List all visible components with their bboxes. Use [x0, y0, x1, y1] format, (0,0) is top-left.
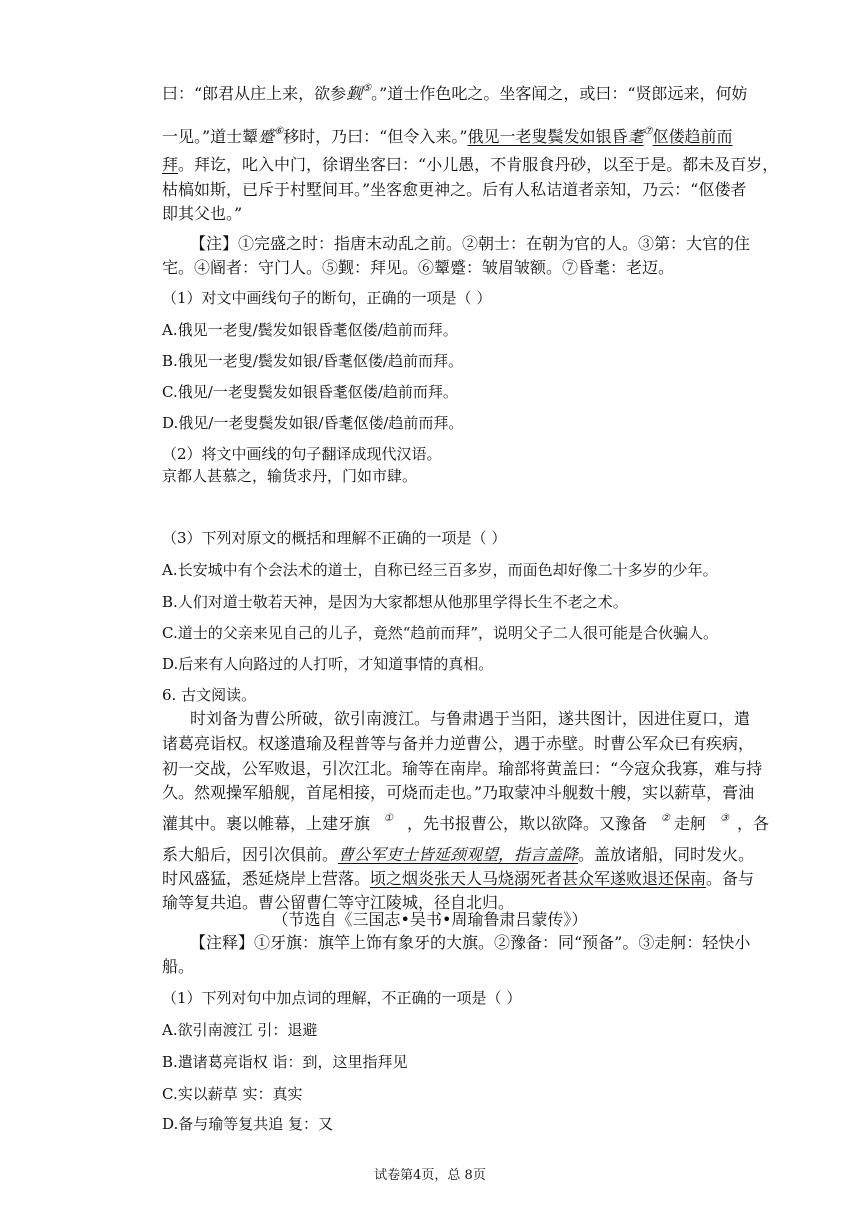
passage-line: 诸葛亮诣权。权遂遣瑜及程普等与备并力逆曹公，遇于赤壁。时曹公军众已有疾病，: [162, 734, 755, 753]
option-b: B.遣诸葛亮诣权 诣：到，这里指拜见: [162, 1053, 408, 1071]
passage-line: 初一交战，公军败退，引次江北。瑜等在南岸。瑜部将黄盖曰：“今寇众我寡，难与持: [162, 759, 763, 778]
text-run: ，各: [736, 814, 769, 833]
source-citation: （节选自《三国志•吴书•周瑜鲁肃吕蒙传》）: [272, 910, 588, 929]
option-c: C.实以薪草 实：真实: [162, 1085, 303, 1103]
option-a: A.俄见一老叟/鬓发如银昏耄伛偻/趋前而拜。: [162, 321, 458, 339]
text-run: 。拜讫，叱入中门，徐谓坐客曰：“小儿愚，不肯服食丹砂，以至于是。都未及百岁，: [178, 155, 779, 174]
annotation-note: 船。: [162, 957, 195, 976]
text-run: 走舸: [673, 814, 706, 833]
section-heading: 6. 古文阅读。: [162, 686, 257, 704]
underlined-sentence: 伛偻趋前而: [652, 127, 733, 146]
passage-line: 瑜等复共追。曹公留曹仁等守江陵城，径自北归。: [162, 893, 515, 912]
passage-line-1: [162, 84, 748, 104]
text-run: 移时，乃曰：“但令入来。”: [283, 127, 468, 146]
text-run: 系大船后，因引次俱前。: [162, 845, 339, 864]
passage-line: [162, 814, 769, 834]
option-b: B.俄见一老叟/鬓发如银/昏耄伛偻/趋前而拜。: [162, 352, 463, 370]
annotation-note: 宅。④阍者：守门人。⑤觐：拜见。⑥颦蹙：皱眉皱额。⑦昏耄：老迈。: [162, 258, 675, 277]
option-a: A.欲引南渡江 引：退避: [162, 1021, 318, 1039]
option-b: B.人们对道士敬若天神，是因为大家都想从他那里学得长生不老之术。: [162, 593, 628, 611]
text-run: 灌其中。裹以帷幕，上建牙旗: [162, 814, 371, 833]
translation-sentence: 京都人甚慕之，输货求丹，门如市肆。: [162, 467, 418, 485]
underlined-sentence: 耄: [627, 127, 644, 146]
text-run: 。盖放诸船，同时发火。: [578, 845, 755, 864]
annotation-note: 【注】①完盛之时：指唐末动乱之前。②朝士：在朝为官的人。③第：大官的住: [190, 234, 751, 253]
text-run: 蹙: [258, 127, 275, 146]
footnote-marker: ⑦: [643, 126, 653, 137]
annotation-note: 【注释】①牙旗：旗竿上饰有象牙的大旗。②豫备：同“预备”。③走舸：轻快小: [190, 933, 751, 952]
question-5-2: （2）将文中画线的句子翻译成现代汉语。: [162, 445, 442, 463]
option-c: C.俄见/一老叟鬓发如银昏耄伛偻/趋前而拜。: [162, 383, 458, 401]
passage-line: 时刘备为曹公所破，欲引南渡江。与鲁肃遇于当阳，遂共图计，因进住夏口，遣: [190, 709, 751, 728]
passage-line: 久。然观操军船舰，首尾相接，可烧而走也。”乃取蒙冲斗舰数十艘，实以薪草，膏油: [162, 783, 755, 802]
text-run: 一见。”道士颦: [162, 127, 259, 146]
question-5-1: （1）对文中画线句子的断句，正确的一项是（ ）: [162, 289, 492, 307]
footnote-marker: ③: [719, 813, 729, 824]
passage-line: [162, 869, 754, 889]
underlined-sentence: 曹公军吏士皆延颈观望，指言盖降: [338, 845, 579, 864]
option-a: A.长安城中有个会法术的道士，自称已经三百多岁，而面色却好像二十多岁的少年。: [162, 561, 718, 579]
passage-line-4: 枯槁如斯，已斥于村墅间耳。”坐客愈更神之。后有人私诘道者亲知，乃云：“伛偻者: [162, 180, 747, 199]
underlined-sentence: 俄见一老叟鬓发如银昏: [467, 127, 628, 146]
question-5-3: （3）下列对原文的概括和理解不正确的一项是（ ）: [162, 529, 507, 547]
question-6-1: （1）下列对句中加点词的理解，不正确的一项是（ ）: [162, 989, 522, 1007]
passage-line-2: [162, 127, 733, 147]
text-run: 。备与: [706, 869, 755, 888]
passage-line-3: [162, 155, 778, 175]
option-d: D.备与瑜等复共追 复：又: [162, 1115, 334, 1133]
option-c: C.道士的父亲来见自己的儿子，竟然“趋前而拜”，说明父子二人很可能是合伙骗人。: [162, 624, 719, 642]
underlined-sentence: 拜: [162, 155, 179, 174]
footnote-marker: ⑤: [362, 83, 372, 94]
underlined-sentence: 顷之烟炎张天人马烧溺死者甚众军遂败退还保南: [370, 869, 707, 888]
text-run: 时风盛猛，悉延烧岸上营落。: [162, 869, 371, 888]
text-run: ，先书报曹公，欺以欲降。又豫备: [406, 814, 647, 833]
footnote-marker: ⑥: [274, 126, 284, 137]
footnote-marker: ②: [661, 813, 670, 824]
footnote-marker: ①: [384, 813, 393, 824]
text-run: 觐: [346, 84, 363, 103]
option-d: D.后来有人向路过的人打听，才知道事情的真相。: [162, 655, 494, 673]
passage-line-5: 即其父也。”: [162, 204, 243, 223]
page-footer: 试卷第4页，总 8页: [374, 1168, 486, 1183]
option-d: D.俄见/一老叟鬓发如银/昏耄伛偻/趋前而拜。: [162, 414, 464, 432]
text-run: 曰：“郎君从庄上来，欲参: [162, 84, 347, 103]
text-run: 。”道士作色叱之。坐客闻之，或曰：“贤郎远来，何妨: [371, 84, 748, 103]
passage-line: [162, 845, 754, 865]
